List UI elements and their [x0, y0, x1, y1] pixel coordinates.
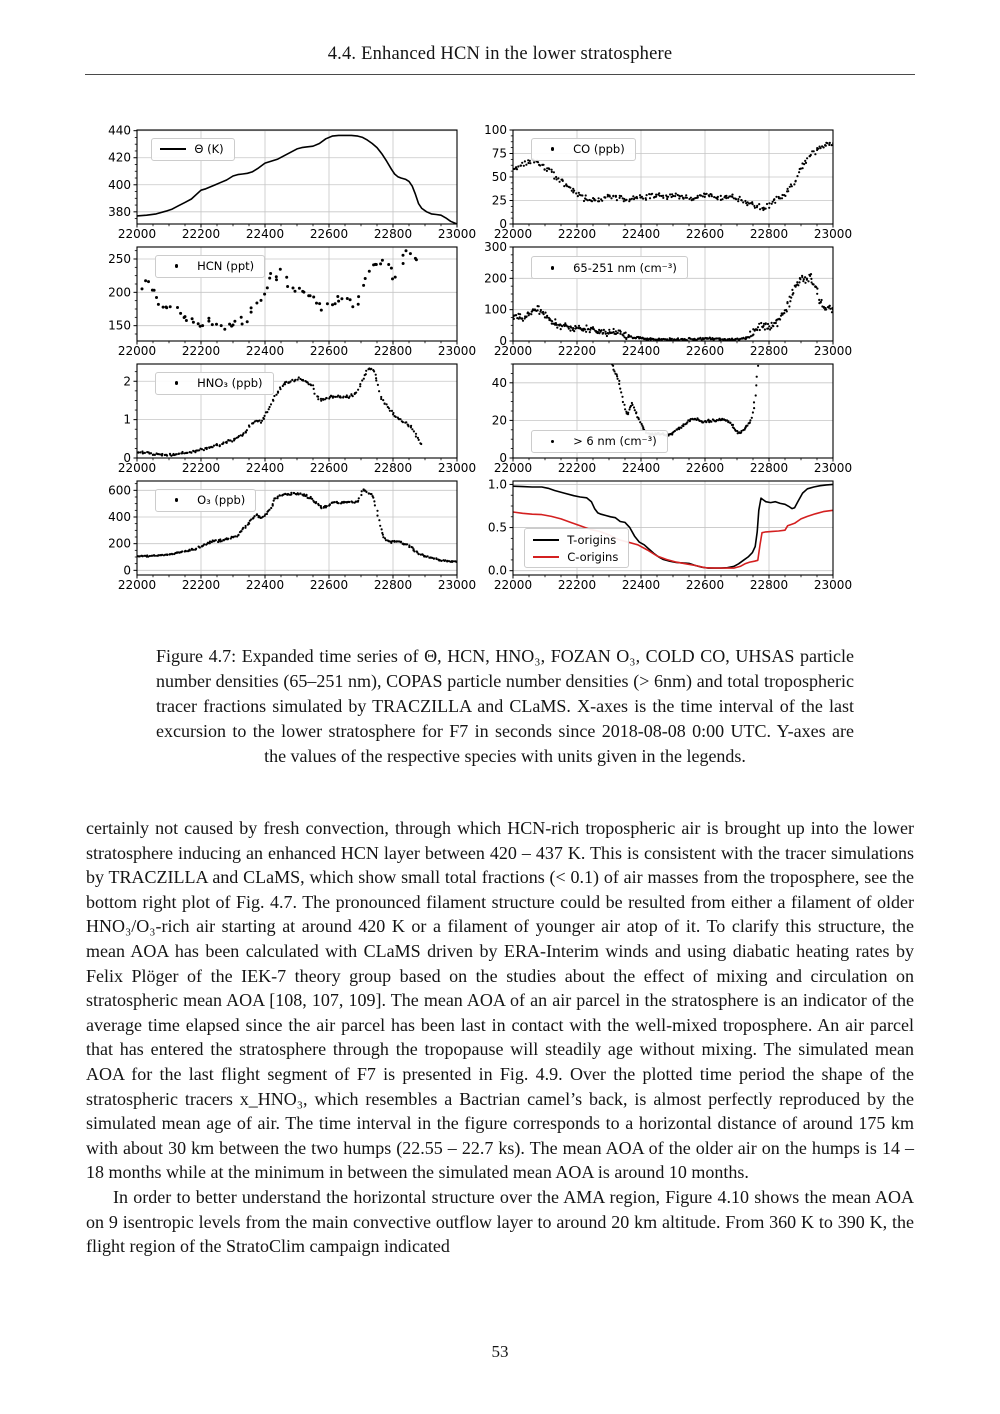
svg-text:22200: 22200 [557, 227, 597, 241]
svg-text:22000: 22000 [117, 344, 157, 358]
legend-co [531, 138, 636, 161]
svg-text:22600: 22600 [685, 344, 725, 358]
plot-co [465, 123, 853, 242]
dot-marker-icon [551, 266, 555, 270]
svg-text:400: 400 [108, 177, 131, 192]
svg-text:22200: 22200 [181, 461, 221, 475]
svg-text:23000: 23000 [813, 578, 853, 592]
body-text [86, 816, 914, 1259]
svg-text:150: 150 [108, 318, 131, 333]
svg-text:22600: 22600 [685, 227, 725, 241]
chart-canvas [465, 476, 853, 593]
svg-text:22400: 22400 [245, 578, 285, 592]
svg-text:23000: 23000 [437, 227, 477, 241]
svg-text:22200: 22200 [557, 344, 597, 358]
svg-text:22600: 22600 [309, 578, 349, 592]
legend-uhsas [531, 256, 688, 279]
legend-label: CO (ppb) [573, 142, 625, 157]
legend-item [160, 142, 223, 157]
svg-text:22400: 22400 [621, 578, 661, 592]
svg-text:22400: 22400 [621, 227, 661, 241]
svg-text:22200: 22200 [181, 227, 221, 241]
svg-text:300: 300 [484, 240, 507, 254]
svg-text:22800: 22800 [749, 578, 789, 592]
svg-text:22000: 22000 [117, 578, 157, 592]
legend-item [533, 549, 618, 564]
svg-text:2: 2 [123, 374, 131, 389]
svg-text:22000: 22000 [117, 461, 157, 475]
svg-text:0: 0 [123, 451, 131, 465]
chart-canvas [465, 123, 853, 242]
svg-text:22000: 22000 [493, 461, 533, 475]
legend-item [540, 434, 657, 449]
legend-label: HCN (ppt) [197, 259, 255, 274]
plot-hcn [89, 242, 477, 359]
svg-text:380: 380 [108, 204, 131, 219]
plot-uhsas [465, 240, 853, 359]
svg-text:22800: 22800 [373, 344, 413, 358]
body-paragraph-2: In order to better understand the horizontal structure over the AMA region, Figure 4.10 shows the mean AOA on 9 isentropic levels from the main convective outflow layer to around 20 km altitude. From 360 K to 390 K, the flight region of the StratoClim campaign indicated [86, 1186, 914, 1257]
svg-text:22400: 22400 [621, 461, 661, 475]
legend-label: C-origins [567, 549, 619, 564]
svg-text:22600: 22600 [685, 461, 725, 475]
legend-label: > 6 nm (cm⁻³) [573, 434, 657, 449]
line-marker-icon [533, 539, 559, 541]
svg-text:23000: 23000 [813, 227, 853, 241]
svg-text:200: 200 [108, 285, 131, 300]
svg-text:22200: 22200 [181, 578, 221, 592]
svg-text:22200: 22200 [557, 578, 597, 592]
svg-text:23000: 23000 [813, 461, 853, 475]
plot-copas [465, 359, 853, 476]
svg-text:0: 0 [499, 217, 507, 231]
body-paragraph-1: certainly not caused by fresh convection, through which HCN-rich tropospheric air is brought up into the lower stratosphere inducing an enhanced HCN layer between 420 – 437 K. This is consistent with the tracer simulations by TRACZILLA and CLaMS, which show small total fractions (< 0.1) of air masses from the troposphere, see the bottom right plot of Fig. 4.7. The pronounced filament structure could be resulted from either a filament of older HNO₃/O₃-rich air starting at around 420 K or a filament of younger air atop of it. To clarify this structure, the mean AOA has been calculated with CLaMS driven by ERA-Interim winds and using diabatic heating rates by Felix Plöger of the IEK-7 theory group based on the studies about the effect of mixing and circulation on stratospheric mean AOA [108, 107, 109]. The mean AOA of an air parcel in the stratosphere is an indicator of the average time elapsed since the air parcel has been last in contact with the well-mixed troposphere. An air parcel that has entered the stratosphere through the tropopause will steadily age without mixing. The simulated mean AOA for the last flight segment of F7 is presented in Fig. 4.9. Over the plotted time period the shape of the stratospheric tracers x_HNO₃, which resembles a Bactrian camel’s back, is almost perfectly reproduced by the simulated mean age of air. The time interval in the figure corresponds to a horizontal distance of around 175 km with about 30 km between the two humps (22.55 – 22.7 ks). The mean AOA of the older air on the humps is 14 – 18 months while at the minimum in between the simulated mean AOA is around 10 months. [86, 818, 914, 1183]
plot-theta [89, 123, 477, 242]
plot-hno3 [89, 359, 477, 476]
svg-text:22600: 22600 [309, 227, 349, 241]
svg-text:22800: 22800 [373, 227, 413, 241]
svg-text:100: 100 [484, 302, 507, 317]
chart-canvas [89, 242, 477, 359]
figure-4-7 [89, 123, 853, 593]
svg-text:50: 50 [491, 170, 507, 184]
svg-text:22800: 22800 [373, 461, 413, 475]
dot-marker-icon [551, 147, 555, 151]
svg-text:22400: 22400 [245, 227, 285, 241]
chart-canvas [465, 359, 853, 476]
legend-o3 [155, 489, 257, 512]
dot-marker-icon [175, 498, 179, 502]
svg-text:22800: 22800 [749, 461, 789, 475]
svg-text:22800: 22800 [373, 578, 413, 592]
svg-text:0.5: 0.5 [487, 520, 507, 535]
svg-text:22000: 22000 [117, 227, 157, 241]
svg-text:23000: 23000 [437, 344, 477, 358]
svg-text:22800: 22800 [749, 227, 789, 241]
svg-text:200: 200 [108, 536, 131, 551]
svg-text:23000: 23000 [813, 344, 853, 358]
svg-text:400: 400 [108, 510, 131, 524]
legend-item [533, 532, 618, 547]
svg-text:22200: 22200 [181, 344, 221, 358]
legend-hno3 [155, 372, 274, 395]
svg-text:22400: 22400 [245, 344, 285, 358]
svg-text:200: 200 [484, 271, 507, 286]
page-number: 53 [491, 1342, 509, 1361]
svg-text:0: 0 [499, 334, 507, 348]
svg-text:40: 40 [491, 375, 507, 390]
svg-text:75: 75 [491, 146, 507, 161]
svg-text:420: 420 [108, 150, 131, 165]
figure-caption: Figure 4.7: Expanded time series of Θ, HCN, HNO₃, FOZAN O₃, COLD CO, UHSAS particle number densities (65–251 nm), COPAS particle number densities (> 6nm) and total tropospheric tracer fractions simulated by TRACZILLA and CLaMS. X-axes is the time interval of the last excursion to the lower stratosphere for F7 in seconds since 2018-08-08 0:00 UTC. Y-axes are the values of the respective species with units given in the legends. [156, 646, 854, 766]
svg-text:23000: 23000 [437, 461, 477, 475]
legend-hcn [155, 255, 266, 278]
svg-text:22200: 22200 [557, 461, 597, 475]
chart-canvas [89, 359, 477, 476]
svg-text:22600: 22600 [685, 578, 725, 592]
legend-item [540, 260, 677, 275]
svg-text:22600: 22600 [309, 461, 349, 475]
dot-marker-icon [551, 440, 555, 444]
legend-label: T-origins [567, 532, 617, 547]
svg-text:100: 100 [484, 123, 507, 137]
legend-item [540, 142, 625, 157]
svg-text:22400: 22400 [245, 461, 285, 475]
svg-text:22000: 22000 [493, 227, 533, 241]
line-marker-icon [533, 556, 559, 558]
plot-o3 [89, 476, 477, 593]
svg-text:600: 600 [108, 483, 131, 498]
legend-item [164, 376, 263, 391]
legend-theta [151, 138, 234, 161]
svg-text:1: 1 [123, 412, 131, 427]
svg-text:250: 250 [108, 252, 131, 266]
svg-text:22400: 22400 [621, 344, 661, 358]
svg-text:22800: 22800 [749, 344, 789, 358]
svg-text:23000: 23000 [437, 578, 477, 592]
svg-text:22000: 22000 [493, 578, 533, 592]
legend-label: HNO₃ (ppb) [197, 376, 263, 391]
svg-text:0: 0 [123, 563, 131, 578]
svg-text:0: 0 [499, 451, 507, 465]
plot-origins [465, 476, 853, 593]
svg-text:440: 440 [108, 123, 131, 138]
legend-copas [531, 430, 668, 453]
legend-item [164, 493, 246, 508]
legend-label: O₃ (ppb) [197, 493, 246, 508]
section-header [85, 44, 915, 75]
svg-text:20: 20 [491, 413, 507, 428]
section-header-text: 4.4. Enhanced HCN in the lower stratosphere [327, 44, 673, 64]
legend-origins [524, 528, 629, 568]
svg-text:22600: 22600 [309, 344, 349, 358]
svg-text:0.0: 0.0 [487, 563, 507, 578]
legend-item [164, 259, 255, 274]
line-marker-icon [160, 148, 186, 150]
svg-text:25: 25 [491, 193, 507, 208]
dot-marker-icon [175, 264, 179, 268]
chart-canvas [89, 476, 477, 593]
chart-canvas [89, 123, 477, 242]
dot-marker-icon [175, 381, 179, 385]
svg-text:1.0: 1.0 [487, 477, 507, 492]
svg-text:22000: 22000 [493, 344, 533, 358]
legend-label: 65-251 nm (cm⁻³) [573, 260, 677, 275]
legend-label: Θ (K) [194, 142, 224, 157]
